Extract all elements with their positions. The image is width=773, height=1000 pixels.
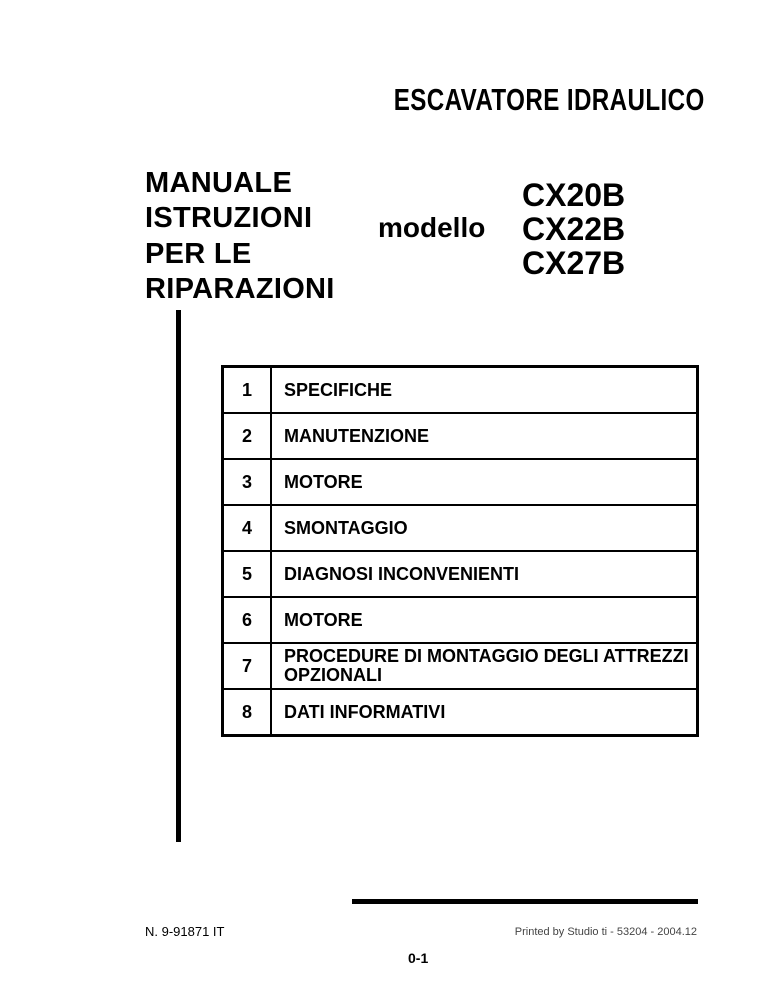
- model-label: modello: [378, 212, 486, 243]
- heading-line: PER LE: [145, 238, 252, 270]
- heading-line: MANUALE: [145, 167, 293, 199]
- toc-label: DIAGNOSI INCONVENIENTI: [271, 551, 698, 597]
- toc-number: 8: [223, 689, 272, 736]
- heading-line: RIPARAZIONI: [145, 273, 335, 305]
- table-of-contents: [221, 365, 699, 737]
- toc-label: MANUTENZIONE: [271, 413, 698, 459]
- document-number: N. 9-91871 IT: [145, 924, 225, 939]
- toc-label: MOTORE: [271, 459, 698, 505]
- printed-by: Printed by Studio ti - 53204 - 2004.12: [514, 926, 697, 938]
- toc-label: PROCEDURE DI MONTAGGIO DEGLI ATTREZZI OPZIONALI: [271, 643, 698, 689]
- toc-row[interactable]: [223, 413, 698, 459]
- vertical-bar-divider: [176, 310, 181, 842]
- toc-number: 4: [223, 505, 272, 551]
- footer-rule: [352, 899, 698, 904]
- toc-number: 7: [223, 643, 272, 689]
- toc-label: DATI INFORMATIVI: [271, 689, 698, 736]
- toc-row[interactable]: [223, 367, 698, 414]
- model-name: CX20B: [522, 177, 626, 213]
- toc-label: SPECIFICHE: [271, 367, 698, 414]
- toc-number: 1: [223, 367, 272, 414]
- toc-label: SMONTAGGIO: [271, 505, 698, 551]
- toc-row[interactable]: [223, 597, 698, 643]
- page-number: 0-1: [408, 950, 429, 966]
- toc-number: 6: [223, 597, 272, 643]
- toc-number: 5: [223, 551, 272, 597]
- toc-number: 2: [223, 413, 272, 459]
- heading-line: ISTRUZIONI: [145, 202, 313, 234]
- model-name: CX22B: [522, 211, 626, 247]
- toc-row[interactable]: [223, 689, 698, 736]
- toc-row[interactable]: [223, 551, 698, 597]
- model-name: CX27B: [522, 245, 626, 281]
- toc-row[interactable]: [223, 505, 698, 551]
- toc-row[interactable]: [223, 643, 698, 689]
- document-title: ESCAVATORE IDRAULICO: [394, 82, 705, 117]
- toc-row[interactable]: [223, 459, 698, 505]
- toc-number: 3: [223, 459, 272, 505]
- toc-label: MOTORE: [271, 597, 698, 643]
